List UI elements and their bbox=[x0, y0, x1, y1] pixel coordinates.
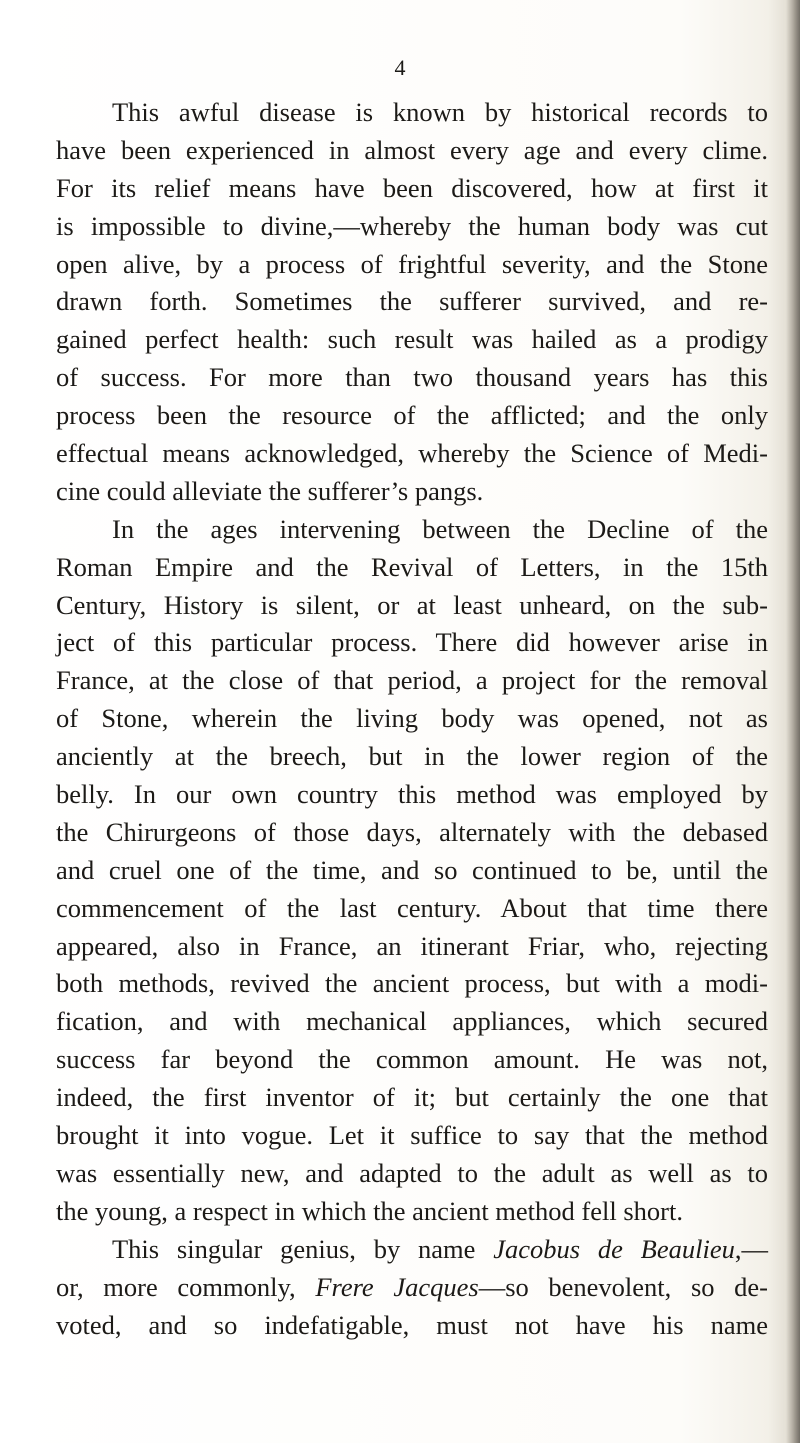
text-line: the Chirurgeons of those days, alternately with the debased bbox=[56, 816, 768, 847]
text-line: This awful disease is known by historical records to bbox=[112, 97, 768, 127]
text-line: have been experienced in almost every age and every clime. bbox=[56, 134, 768, 165]
text-line: appeared, also in France, an itinerant Friar, who, rejecting bbox=[56, 930, 768, 961]
italic-name-french: Frere Jacques bbox=[315, 1271, 479, 1302]
text-line: France, at the close of that period, a project for the removal bbox=[56, 665, 768, 696]
text-line: indeed, the first inventor of it; but certainly the one that bbox=[56, 1082, 768, 1113]
text-line: ject of this particular process. There did however arise in bbox=[56, 627, 768, 658]
text-line: gained perfect health: such result was hailed as a prodigy bbox=[56, 324, 768, 355]
text-line: cine could alleviate the sufferer’s pangs. bbox=[56, 475, 484, 506]
text-line: For its relief means have been discovered, how at first it bbox=[56, 172, 768, 203]
text-line: Century, History is silent, or at least unheard, on the sub- bbox=[56, 589, 768, 620]
text-line: was essentially new, and adapted to the adult as well as to bbox=[56, 1157, 768, 1188]
text-line: both methods, revived the ancient process, but with a modi- bbox=[56, 968, 768, 999]
text-line: open alive, by a process of frightful severity, and the Stone bbox=[56, 248, 768, 279]
italic-name-latin: Jacobus de Beaulieu bbox=[493, 1233, 735, 1264]
page-number: 4 bbox=[394, 55, 406, 80]
text-line: of success. For more than two thousand years has this bbox=[56, 362, 768, 393]
text-run: This singular genius, by name bbox=[112, 1233, 494, 1264]
text-line: Roman Empire and the Revival of Letters, in the 15th bbox=[56, 551, 768, 582]
text-run: —so benevolent, so de- bbox=[478, 1271, 768, 1302]
text-line: and cruel one of the time, and so continued to be, until the bbox=[56, 854, 768, 885]
text-line: success far beyond the common amount. He was not, bbox=[56, 1044, 768, 1075]
text-line: belly. In our own country this method was employed by bbox=[56, 779, 768, 810]
text-line: voted, and so indefatigable, must not have his name bbox=[56, 1309, 768, 1340]
text-line: drawn forth. Sometimes the sufferer survived, and re- bbox=[56, 286, 768, 317]
text-line: commencement of the last century. About that time there bbox=[56, 892, 768, 923]
text-line bbox=[56, 1231, 768, 1269]
text-line: of Stone, wherein the living body was opened, not as bbox=[56, 703, 768, 734]
text-line: fication, and with mechanical appliances, which secured bbox=[56, 1006, 768, 1037]
text-line: brought it into vogue. Let it suffice to say that the method bbox=[56, 1120, 768, 1151]
text-line: In the ages intervening between the Decline of the bbox=[112, 513, 768, 544]
text-line: is impossible to divine,—whereby the human body was cut bbox=[56, 210, 768, 241]
text-line: anciently at the breech, but in the lower region of the bbox=[56, 741, 768, 772]
text-run: or, more commonly, bbox=[56, 1271, 316, 1302]
text-line: process been the resource of the afflicted; and the only bbox=[56, 400, 768, 431]
text-line: the young, a respect in which the ancient method fell short. bbox=[56, 1195, 683, 1226]
text-run: ,— bbox=[734, 1233, 768, 1264]
text-line bbox=[56, 1269, 768, 1307]
page-binding-shadow bbox=[786, 0, 800, 1443]
text-line: effectual means acknowledged, whereby the Science of Medi- bbox=[56, 438, 768, 469]
body-text bbox=[56, 94, 768, 1344]
